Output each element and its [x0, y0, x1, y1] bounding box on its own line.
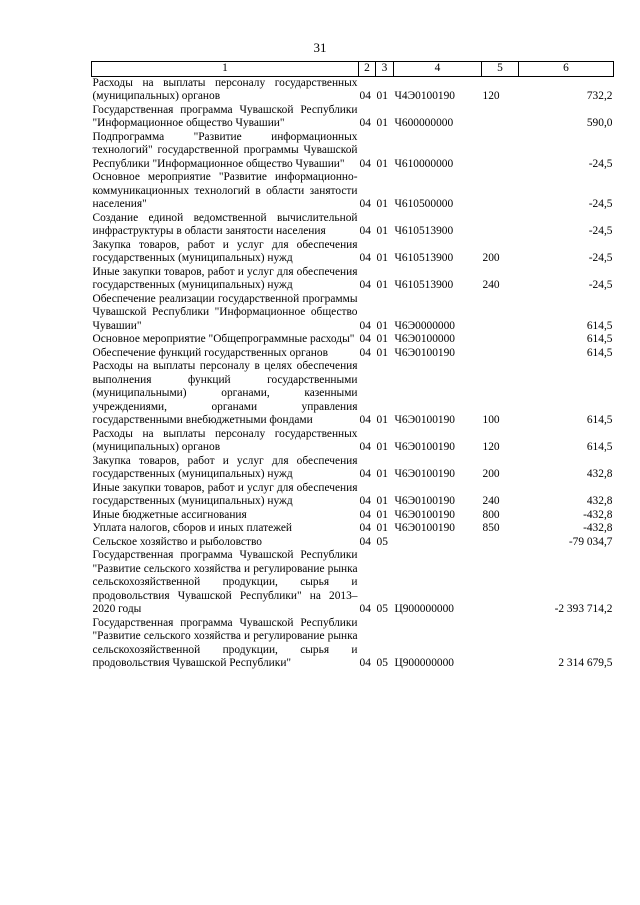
row-name-cell: Основное мероприятие "Общепрограммные расходы" — [92, 333, 355, 345]
target-article-cell: Ч4Э0100190 — [394, 90, 455, 102]
target-article-cell: Ч6Э0100190 — [394, 522, 455, 534]
target-article-cell: Ч610513900 — [394, 279, 454, 291]
section-code-cell: 04 — [359, 441, 371, 453]
target-article-cell: Ц900000000 — [394, 657, 454, 669]
subsection-code-cell: 05 — [376, 603, 388, 615]
subsection-code-cell: 01 — [376, 157, 388, 170]
page-number: 31 — [313, 40, 327, 55]
section-code-cell: 04 — [359, 279, 371, 291]
target-article-cell: Ч6Э0100190 — [394, 495, 455, 507]
expense-type-cell — [482, 104, 519, 131]
amount-cell: 590,0 — [586, 117, 613, 129]
section-code-cell: 04 — [359, 157, 371, 170]
row-name-cell: Сельское хозяйство и рыболовство — [92, 535, 262, 548]
table-row — [92, 549, 614, 617]
expense-type-cell: 100 — [482, 414, 500, 426]
expense-type-cell — [482, 536, 519, 550]
expense-type-cell — [482, 131, 519, 172]
subsection-code-cell: 01 — [376, 90, 388, 102]
amount-cell: 2 314 679,5 — [558, 657, 613, 669]
amount-cell: -24,5 — [588, 225, 613, 237]
section-code-cell: 04 — [359, 252, 371, 264]
row-name-cell: Иные закупки товаров, работ и услуг для обеспечения государственных (муниципальных) нужд — [92, 265, 358, 291]
table-row — [92, 239, 614, 266]
section-code-cell: 04 — [359, 522, 371, 534]
table-row — [92, 347, 614, 361]
table-row — [92, 509, 614, 523]
row-name-cell: Расходы на выплаты персоналу государственных (муниципальных) органов — [92, 76, 358, 102]
table-row — [92, 360, 614, 428]
expense-type-cell — [482, 347, 519, 361]
row-name-cell: Государственная программа Чувашской Республики "Развитие сельского хозяйства и регулирование рынка сельскохозяйственной продукции, сырья и продовольствия Чувашской Республики" — [92, 616, 358, 669]
row-name-cell: Расходы на выплаты персоналу в целях обеспечения выполнения функций государственными (муниципальными) органами, казенными учреждениями, органами управления государственными внебюджетными фондами — [92, 360, 358, 426]
amount-cell: 614,5 — [586, 441, 613, 453]
section-code-cell: 04 — [359, 198, 371, 210]
section-code-cell: 04 — [359, 319, 371, 332]
table-row — [92, 617, 614, 671]
section-code-cell: 04 — [359, 346, 371, 359]
target-article-cell: Ч610513900 — [394, 252, 454, 264]
section-code-cell: 04 — [359, 657, 371, 669]
section-code-cell: 04 — [359, 117, 371, 129]
table-row — [92, 455, 614, 482]
amount-cell: 732,2 — [586, 90, 613, 102]
section-code-cell: 04 — [359, 603, 371, 615]
expense-type-cell: 240 — [482, 495, 500, 507]
header-cell: 4 — [394, 62, 482, 77]
subsection-code-cell: 01 — [376, 414, 388, 426]
row-name-cell: Основное мероприятие "Развитие информационно-коммуникационных технологий в области занятости населения" — [92, 171, 358, 210]
target-article-cell: Ч6Э0100000 — [394, 333, 455, 345]
subsection-code-cell: 01 — [376, 522, 388, 534]
table-row — [92, 212, 614, 239]
subsection-code-cell: 01 — [376, 319, 388, 332]
amount-cell: -24,5 — [588, 157, 613, 170]
row-name-cell: Расходы на выплаты персоналу государственных (муниципальных) органов — [92, 427, 358, 453]
row-name-cell: Закупка товаров, работ и услуг для обеспечения государственных (муниципальных) нужд — [92, 454, 358, 480]
header-cell: 1 — [92, 62, 359, 77]
subsection-code-cell: 01 — [376, 252, 388, 264]
amount-cell: 614,5 — [586, 319, 613, 332]
amount-cell: -24,5 — [588, 198, 613, 210]
section-code-cell: 04 — [359, 225, 371, 237]
target-article-cell: Ч6Э0100190 — [394, 508, 455, 521]
table-header-row — [92, 62, 614, 77]
header-cell: 2 — [359, 62, 376, 77]
subsection-code-cell: 01 — [376, 346, 388, 359]
subsection-code-cell: 01 — [376, 198, 388, 210]
subsection-code-cell: 01 — [376, 441, 388, 453]
amount-cell: 432,8 — [586, 495, 613, 507]
target-article-cell: Ч610513900 — [394, 225, 454, 237]
amount-cell: 614,5 — [586, 414, 613, 426]
table-row — [92, 333, 614, 347]
target-article-cell: Ч6Э0100190 — [394, 468, 455, 480]
section-code-cell: 04 — [359, 508, 371, 521]
target-article-cell: Ч600000000 — [394, 117, 454, 129]
target-article-cell: Ч6Э0100190 — [394, 441, 455, 453]
header-cell: 6 — [519, 62, 614, 77]
section-code-cell: 04 — [359, 535, 371, 548]
row-name-cell: Обеспечение реализации государственной программы Чувашской Республики "Информационное общество Чувашии" — [92, 292, 358, 332]
expense-type-cell: 200 — [482, 468, 500, 480]
amount-cell: -24,5 — [588, 252, 613, 264]
amount-cell: 432,8 — [586, 468, 613, 480]
table-row — [92, 266, 614, 293]
amount-cell: -432,8 — [583, 508, 613, 521]
subsection-code-cell: 01 — [376, 333, 388, 345]
expense-type-cell: 120 — [482, 441, 500, 453]
header-cell: 3 — [376, 62, 394, 77]
table-row — [92, 482, 614, 509]
expense-type-cell — [482, 212, 519, 239]
table-row — [92, 171, 614, 212]
subsection-code-cell: 01 — [376, 225, 388, 237]
subsection-code-cell: 05 — [376, 535, 388, 548]
row-name-cell: Иные закупки товаров, работ и услуг для обеспечения государственных (муниципальных) нужд — [92, 481, 358, 507]
expense-type-cell — [482, 549, 519, 617]
row-name-cell: Создание единой ведомственной вычислительной инфраструктуры в области занятости населения — [92, 211, 358, 237]
amount-cell: 614,5 — [586, 346, 613, 359]
header-cell: 5 — [482, 62, 519, 77]
expense-type-cell: 200 — [482, 252, 500, 264]
subsection-code-cell: 01 — [376, 508, 388, 521]
subsection-code-cell: 01 — [376, 117, 388, 129]
amount-cell: -2 393 714,2 — [554, 603, 613, 615]
row-name-cell: Закупка товаров, работ и услуг для обеспечения государственных (муниципальных) нужд — [92, 238, 358, 264]
table-row — [92, 293, 614, 334]
table-row — [92, 76, 614, 104]
section-code-cell: 04 — [359, 495, 371, 507]
expense-type-cell: 850 — [482, 522, 500, 534]
subsection-code-cell: 01 — [376, 495, 388, 507]
expense-type-cell — [482, 171, 519, 212]
row-name-cell: Государственная программа Чувашской Республики "Информационное общество Чувашии" — [92, 103, 358, 129]
section-code-cell: 04 — [359, 90, 371, 102]
table-row — [92, 131, 614, 172]
table-row — [92, 536, 614, 550]
table-row — [92, 522, 614, 536]
target-article-cell — [394, 536, 482, 550]
amount-cell: 614,5 — [586, 333, 613, 345]
subsection-code-cell: 05 — [376, 657, 388, 669]
row-name-cell: Иные бюджетные ассигнования — [92, 508, 247, 521]
section-code-cell: 04 — [359, 333, 371, 345]
expense-type-cell: 120 — [482, 90, 500, 102]
expense-type-cell — [482, 617, 519, 671]
expense-type-cell — [482, 333, 519, 347]
target-article-cell: Ч6Э0000000 — [394, 319, 455, 332]
target-article-cell: Ц900000000 — [394, 603, 454, 615]
target-article-cell: Ч610000000 — [394, 157, 454, 170]
budget-table — [91, 61, 614, 671]
section-code-cell: 04 — [359, 414, 371, 426]
target-article-cell: Ч6Э0100190 — [394, 414, 455, 426]
subsection-code-cell: 01 — [376, 468, 388, 480]
section-code-cell: 04 — [359, 468, 371, 480]
amount-cell: -24,5 — [588, 279, 613, 291]
expense-type-cell: 800 — [482, 508, 500, 521]
expense-type-cell — [482, 293, 519, 334]
subsection-code-cell: 01 — [376, 279, 388, 291]
row-name-cell: Подпрограмма "Развитие информационных технологий" государственной программы Чувашской Республики "Информационное общество Чувашии" — [92, 130, 358, 170]
amount-cell: -79 034,7 — [568, 535, 613, 548]
expense-type-cell: 240 — [482, 279, 500, 291]
row-name-cell: Уплата налогов, сборов и иных платежей — [92, 522, 292, 534]
target-article-cell: Ч610500000 — [394, 198, 454, 210]
row-name-cell: Обеспечение функций государственных органов — [92, 346, 328, 359]
table-row — [92, 104, 614, 131]
amount-cell: -432,8 — [583, 522, 613, 534]
target-article-cell: Ч6Э0100190 — [394, 346, 455, 359]
row-name-cell: Государственная программа Чувашской Республики "Развитие сельского хозяйства и регулирование рынка сельскохозяйственной продукции, сырья и продовольствия Чувашской Республики" на 2013–2020 годы — [92, 549, 358, 615]
table-row — [92, 428, 614, 455]
